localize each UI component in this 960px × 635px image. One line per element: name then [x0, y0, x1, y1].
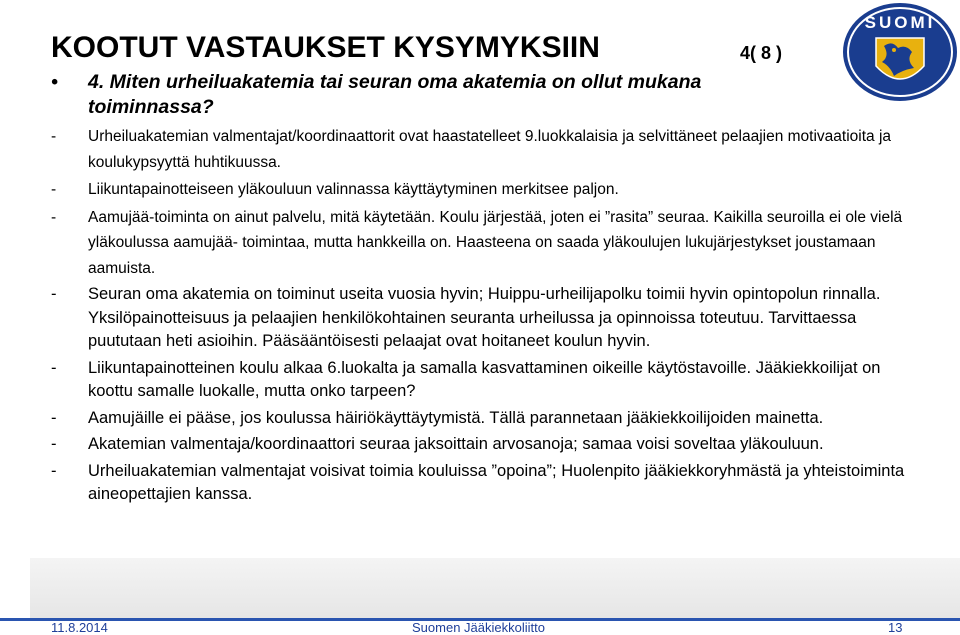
dash: -	[51, 408, 57, 427]
dash: -	[51, 208, 57, 226]
footer-band	[30, 558, 960, 618]
dash: -	[51, 461, 57, 480]
list-item	[51, 283, 911, 354]
footer-organization: Suomen Jääkiekkoliitto	[412, 620, 545, 635]
answer-text: Aamujää-toiminta on ainut palvelu, mitä käytetään. Koulu järjestää, joten ei ”rasita” seuraa. Kaikilla seuroilla ei ole vielä yläkoulussa aamujää- toimintaa, mutta hankkeilla on. Haasteena on saada yläkoulujen lukujärjestykset joustamaan aamuista.	[88, 208, 903, 277]
answer-text: Liikuntapainotteiseen yläkouluun valinnassa käyttäytyminen merkitsee paljon.	[88, 181, 619, 198]
answer-text: Urheiluakatemian valmentajat voisivat toimia kouluissa ”opoina”; Huolenpito jääkiekkoryhmästä ja yhteistoiminta aineopettajien kanssa.	[88, 461, 905, 503]
dash: -	[51, 181, 57, 198]
suomi-lion-logo	[836, 0, 960, 104]
logo-text: SUOMI	[864, 13, 936, 32]
answer-list	[51, 124, 911, 510]
list-item	[51, 124, 911, 175]
answer-text: Aamujäille ei pääse, jos koulussa häiriökäyttäytymistä. Tällä parannetaan jääkiekkoilijoiden mainetta.	[88, 408, 824, 427]
dash: -	[51, 128, 57, 145]
answer-text: Urheiluakatemian valmentajat/koordinaattorit ovat haastatelleet 9.luokkalaisia ja selvittäneet pelaajien motivaatioita ja koulukypsyyttä huhtikuussa.	[88, 128, 892, 171]
slide-title: KOOTUT VASTAUKSET KYSYMYKSIIN	[51, 31, 600, 64]
question-bullet: •	[51, 71, 58, 93]
answer-text: Seuran oma akatemia on toiminut useita vuosia hyvin; Huippu-urheilijapolku toimii hyvin opintopolun rinnalla. Yksilöpainotteisuus ja pelaajien henkilökohtainen seuranta urheilussa ja opinnoissa toteutuu. Tarvittaessa puututaan heti asioihin. Pääsääntöisesti pelaajat ovat hoitaneet koulun hyvin.	[88, 285, 881, 350]
footer-page-number: 13	[888, 620, 903, 635]
footer-date: 11.8.2014	[51, 620, 108, 635]
question	[51, 70, 821, 120]
dash: -	[51, 285, 57, 303]
dash: -	[51, 435, 57, 453]
answer-text: Akatemian valmentaja/koordinaattori seuraa jaksoittain arvosanoja; samaa voisi soveltaa yläkouluun.	[88, 435, 824, 453]
answer-text: Liikuntapainotteinen koulu alkaa 6.luokalta ja samalla kasvattaminen oikeille käytöstavoille. Jääkiekkoilijat on koottu samalle luokalle, mutta onko tarpeen?	[88, 358, 881, 400]
list-item	[51, 460, 911, 507]
list-item	[51, 407, 911, 431]
list-item	[51, 177, 911, 203]
dash: -	[51, 358, 57, 377]
list-item	[51, 433, 911, 457]
list-item	[51, 357, 911, 404]
list-item	[51, 205, 911, 282]
page-count: 4( 8 )	[740, 43, 783, 63]
question-text: 4. Miten urheiluakatemia tai seuran oma akatemia on ollut mukana toiminnassa?	[88, 71, 702, 118]
